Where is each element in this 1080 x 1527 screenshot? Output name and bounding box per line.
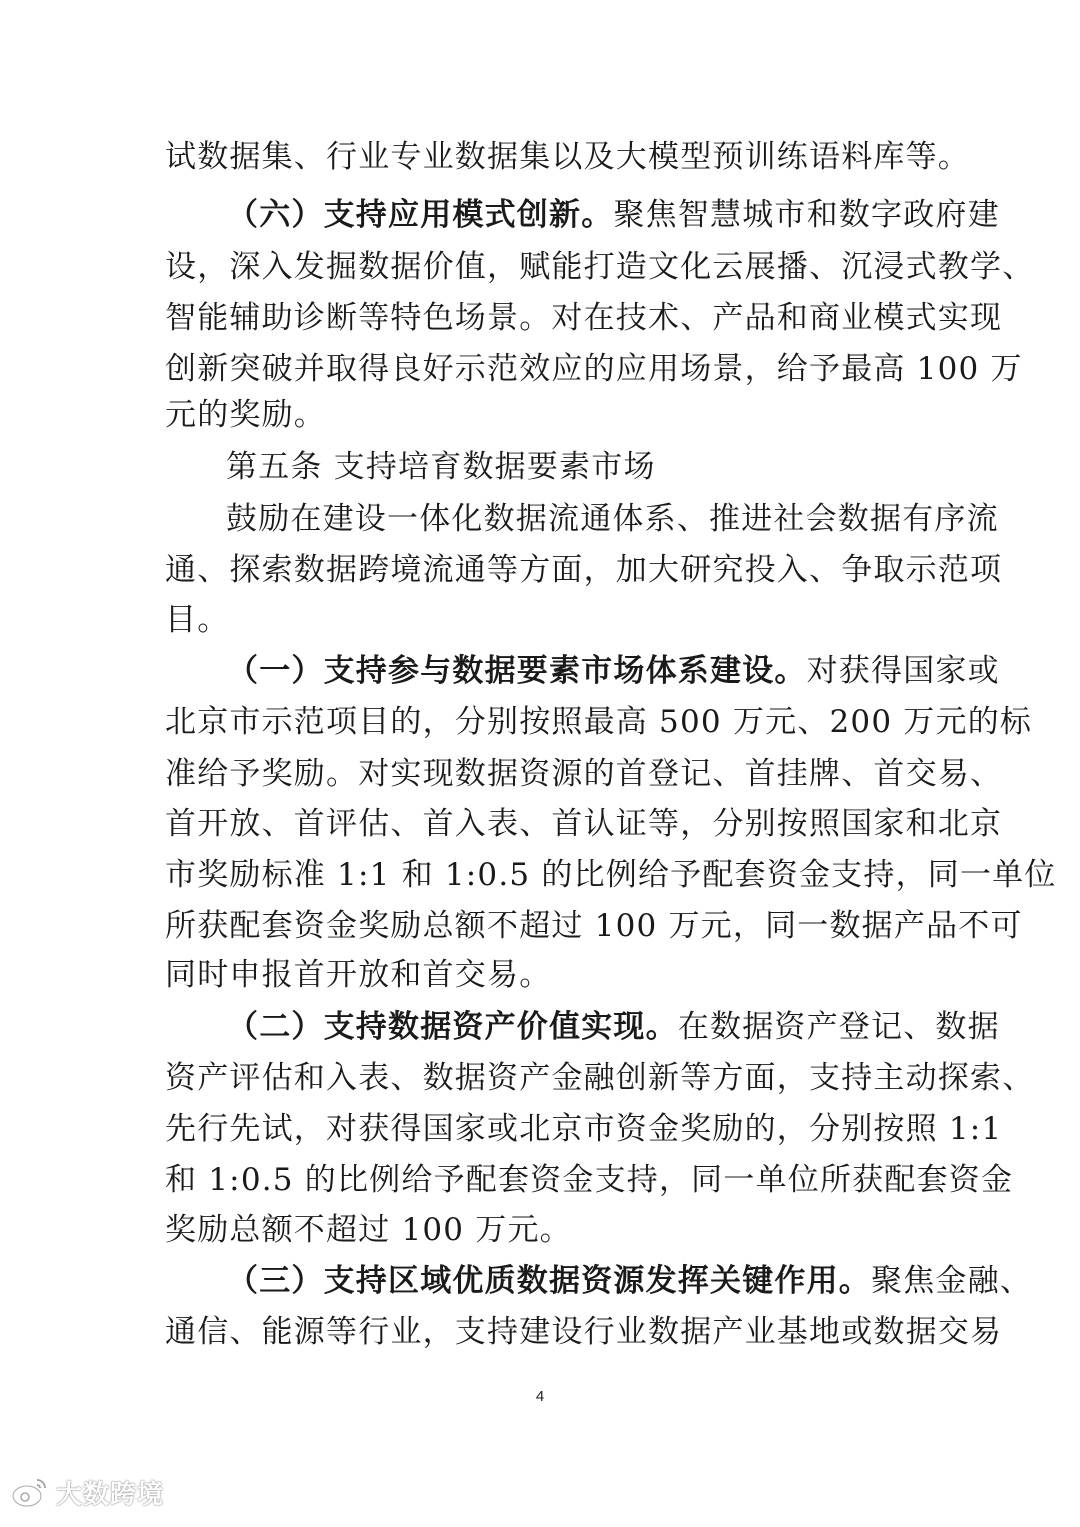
section-heading-line: （二）支持数据资产价值实现。在数据资产登记、数据 [227, 1009, 1000, 1045]
body-line: 创新突破并取得良好示范效应的应用场景，给予最高 100 万 [165, 351, 1023, 387]
body-line: 资产评估和入表、数据资产金融创新等方面，支持主动探索、 [165, 1060, 1035, 1096]
body-line: 市奖励标准 1:1 和 1:0.5 的比例给予配套资金支持，同一单位 [165, 857, 1057, 893]
body-line: 目。 [165, 602, 230, 638]
section-heading: （二）支持数据资产价值实现。 [227, 1009, 678, 1045]
section-heading-line: （三）支持区域优质数据资源发挥关键作用。聚焦金融、 [227, 1263, 1032, 1299]
section-heading: （一）支持参与数据要素市场体系建设。 [227, 653, 807, 689]
page-number: 4 [535, 1388, 545, 1405]
body-line: 设，深入发掘数据价值，赋能打造文化云展播、沉浸式教学、 [165, 249, 1035, 285]
body-line: 首开放、首评估、首入表、首认证等，分别按照国家和北京 [165, 806, 1003, 842]
body-line: 元的奖励。 [165, 397, 326, 433]
body-line: 通信、能源等行业，支持建设行业数据产业基地或数据交易 [165, 1314, 1003, 1350]
body-line: 奖励总额不超过 100 万元。 [165, 1212, 572, 1248]
article-heading: 第五条 支持培育数据要素市场 [226, 449, 656, 485]
section-heading-line: （六）支持应用模式创新。聚焦智慧城市和数字政府建 [227, 197, 1000, 233]
body-line: 和 1:0.5 的比例给予配套资金支持，同一单位所获配套资金 [165, 1162, 1014, 1198]
body-line: 通、探索数据跨境流通等方面，加大研究投入、争取示范项 [165, 552, 1003, 588]
body-line: 智能辅助诊断等特色场景。对在技术、产品和商业模式实现 [165, 300, 1003, 336]
body-line: 同时申报首开放和首交易。 [165, 957, 552, 993]
section-heading: （六）支持应用模式创新。 [227, 197, 614, 233]
body-line: 所获配套资金奖励总额不超过 100 万元，同一数据产品不可 [165, 908, 1023, 944]
body-line: 试数据集、行业专业数据集以及大模型预训练语料库等。 [165, 139, 970, 175]
section-heading: （三）支持区域优质数据资源发挥关键作用。 [227, 1263, 871, 1299]
section-heading-line: （一）支持参与数据要素市场体系建设。对获得国家或 [227, 653, 1000, 689]
body-line: 鼓励在建设一体化数据流通体系、推进社会数据有序流 [226, 501, 999, 537]
body-line: 准给予奖励。对实现数据资源的首登记、首挂牌、首交易、 [165, 756, 1003, 792]
body-line: 北京市示范项目的，分别按照最高 500 万元、200 万元的标 [165, 704, 1033, 740]
body-line: 先行先试，对获得国家或北京市资金奖励的，分别按照 1:1 [165, 1111, 1003, 1147]
watermark-text: 大数跨境 [56, 1479, 165, 1510]
watermark [10, 1470, 164, 1514]
weibo-logo-icon [10, 1472, 50, 1512]
